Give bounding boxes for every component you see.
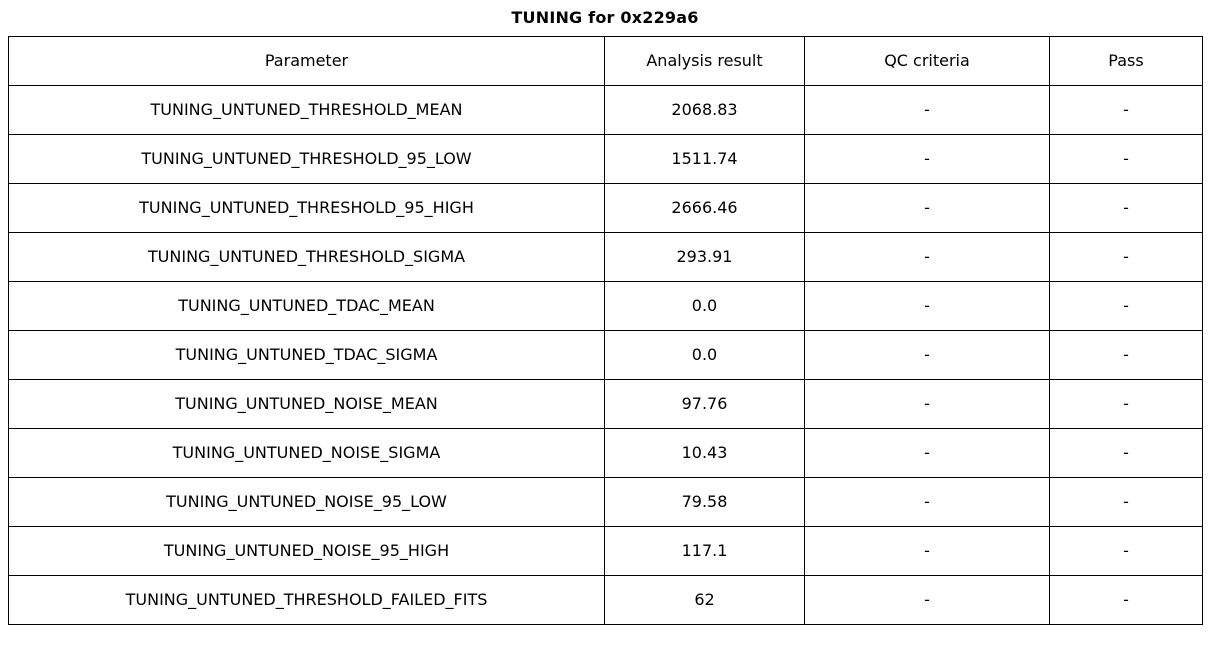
table-container [0,36,1210,625]
cell-qc-criteria: - [805,135,1050,184]
cell-analysis-result: 62 [605,576,805,625]
cell-parameter: TUNING_UNTUNED_TDAC_SIGMA [9,331,605,380]
cell-pass: - [1050,331,1203,380]
cell-analysis-result: 79.58 [605,478,805,527]
cell-pass: - [1050,86,1203,135]
cell-qc-criteria: - [805,429,1050,478]
cell-pass: - [1050,429,1203,478]
table-row [9,380,1203,429]
cell-qc-criteria: - [805,184,1050,233]
cell-parameter: TUNING_UNTUNED_NOISE_95_LOW [9,478,605,527]
cell-qc-criteria: - [805,527,1050,576]
cell-analysis-result: 2666.46 [605,184,805,233]
cell-qc-criteria: - [805,478,1050,527]
cell-analysis-result: 1511.74 [605,135,805,184]
cell-analysis-result: 2068.83 [605,86,805,135]
cell-parameter: TUNING_UNTUNED_NOISE_MEAN [9,380,605,429]
column-header-pass: Pass [1050,37,1203,86]
cell-pass: - [1050,135,1203,184]
cell-analysis-result: 97.76 [605,380,805,429]
cell-parameter: TUNING_UNTUNED_THRESHOLD_SIGMA [9,233,605,282]
qc-results-table [8,36,1203,625]
column-header-analysis-result: Analysis result [605,37,805,86]
table-row [9,233,1203,282]
cell-parameter: TUNING_UNTUNED_TDAC_MEAN [9,282,605,331]
table-row [9,527,1203,576]
cell-analysis-result: 293.91 [605,233,805,282]
cell-pass: - [1050,527,1203,576]
cell-pass: - [1050,478,1203,527]
table-row [9,429,1203,478]
cell-parameter: TUNING_UNTUNED_THRESHOLD_MEAN [9,86,605,135]
cell-pass: - [1050,233,1203,282]
table-body [9,86,1203,625]
cell-pass: - [1050,282,1203,331]
cell-pass: - [1050,380,1203,429]
column-header-parameter: Parameter [9,37,605,86]
table-row [9,86,1203,135]
cell-analysis-result: 117.1 [605,527,805,576]
cell-analysis-result: 0.0 [605,331,805,380]
cell-qc-criteria: - [805,380,1050,429]
table-header-row [9,37,1203,86]
cell-pass: - [1050,184,1203,233]
cell-analysis-result: 0.0 [605,282,805,331]
cell-qc-criteria: - [805,282,1050,331]
cell-qc-criteria: - [805,86,1050,135]
table-header [9,37,1203,86]
cell-parameter: TUNING_UNTUNED_THRESHOLD_95_LOW [9,135,605,184]
table-row [9,135,1203,184]
table-row [9,576,1203,625]
cell-pass: - [1050,576,1203,625]
column-header-qc-criteria: QC criteria [805,37,1050,86]
table-row [9,478,1203,527]
cell-parameter: TUNING_UNTUNED_THRESHOLD_95_HIGH [9,184,605,233]
cell-parameter: TUNING_UNTUNED_NOISE_95_HIGH [9,527,605,576]
cell-analysis-result: 10.43 [605,429,805,478]
cell-qc-criteria: - [805,576,1050,625]
page-title: TUNING for 0x229a6 [511,8,699,27]
cell-qc-criteria: - [805,331,1050,380]
cell-qc-criteria: - [805,233,1050,282]
table-row [9,331,1203,380]
table-row [9,282,1203,331]
table-row [9,184,1203,233]
cell-parameter: TUNING_UNTUNED_THRESHOLD_FAILED_FITS [9,576,605,625]
cell-parameter: TUNING_UNTUNED_NOISE_SIGMA [9,429,605,478]
